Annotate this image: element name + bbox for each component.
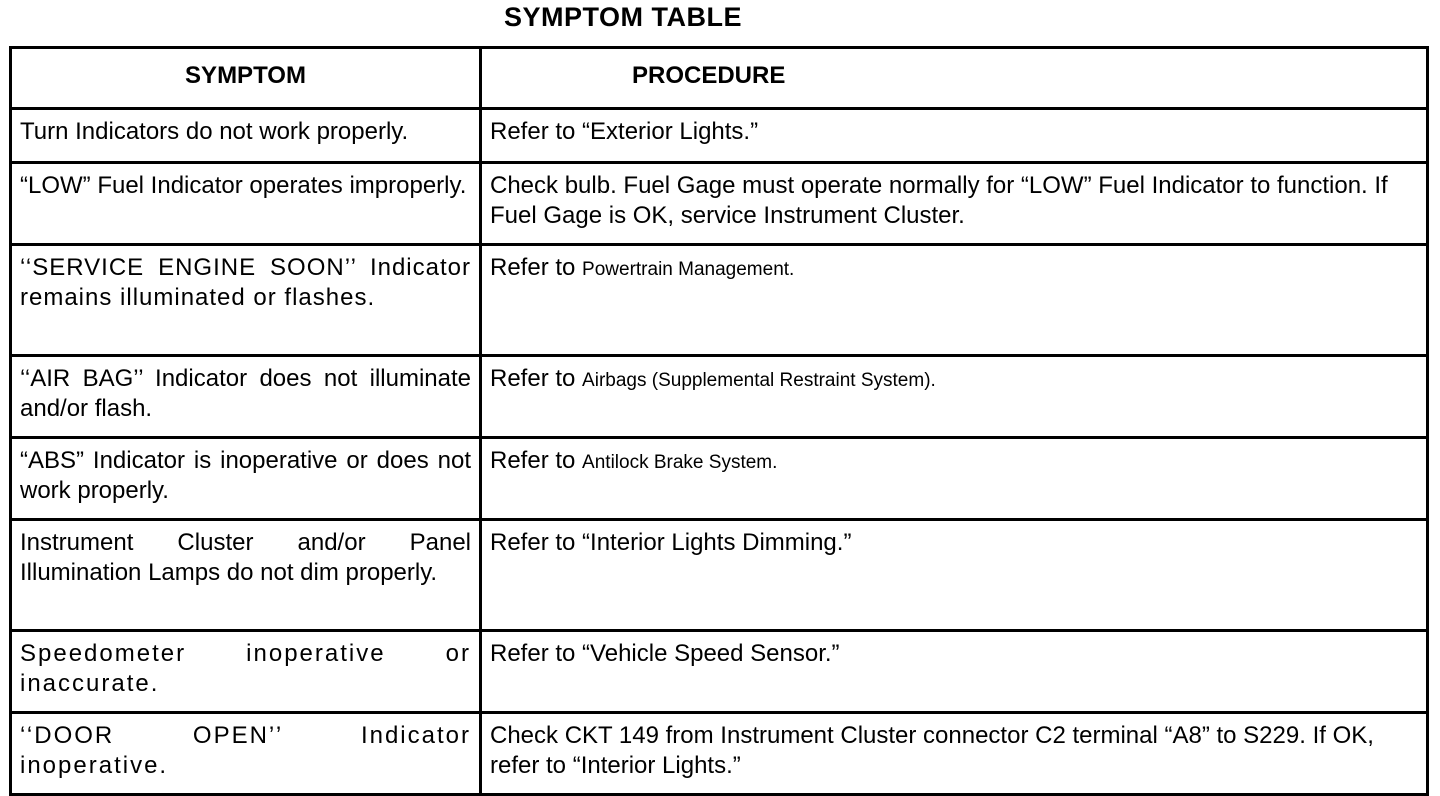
table-row	[11, 245, 1428, 356]
procedure-cell	[481, 109, 1428, 163]
procedure-text: Refer to “Exterior Lights.”	[490, 118, 759, 145]
procedure-text: Check bulb. Fuel Gage must operate normally for “LOW” Fuel Indicator to function. If Fuel Gage is OK, service Instrument Cluster.	[490, 172, 1388, 229]
symptom-cell: Turn Indicators do not work properly.	[11, 109, 481, 163]
procedure-cell	[481, 245, 1428, 356]
symptom-cell: Instrument Cluster and/or Panel Illumination Lamps do not dim properly.	[11, 520, 481, 631]
header-row	[11, 48, 1428, 109]
table-row	[11, 713, 1428, 795]
symptom-cell: ‘‘SERVICE ENGINE SOON’’ Indicator remains illuminated or flashes.	[11, 245, 481, 356]
symptom-cell: ‘‘DOOR OPEN’’ Indicator inoperative.	[11, 713, 481, 795]
table-row	[11, 356, 1428, 438]
table-row	[11, 163, 1428, 245]
symptom-cell: “LOW” Fuel Indicator operates improperly.	[11, 163, 481, 245]
symptom-table	[9, 46, 1429, 796]
procedure-cell	[481, 713, 1428, 795]
symptom-cell: Speedometer inoperative or inaccurate.	[11, 631, 481, 713]
table-row	[11, 631, 1428, 713]
table-row	[11, 520, 1428, 631]
procedure-text: Refer to “Vehicle Speed Sensor.”	[490, 640, 840, 667]
procedure-cell	[481, 520, 1428, 631]
symptom-cell: “ABS” Indicator is inoperative or does not work properly.	[11, 438, 481, 520]
procedure-cell	[481, 356, 1428, 438]
procedure-cell	[481, 631, 1428, 713]
table-row	[11, 438, 1428, 520]
procedure-reference: Powertrain Management.	[582, 259, 795, 280]
procedure-text: Refer to “Interior Lights Dimming.”	[490, 529, 852, 556]
procedure-text: Refer to	[490, 447, 583, 474]
symptom-cell: ‘‘AIR BAG’’ Indicator does not illuminate and/or flash.	[11, 356, 481, 438]
page-title: SYMPTOM TABLE	[503, 2, 742, 32]
header-symptom: SYMPTOM	[11, 48, 481, 109]
procedure-cell	[481, 163, 1428, 245]
procedure-text: Refer to	[490, 365, 583, 392]
procedure-text: Check CKT 149 from Instrument Cluster connector C2 terminal “A8” to S229. If OK, refer to “Interior Lights.”	[490, 722, 1374, 779]
procedure-reference: Airbags (Supplemental Restraint System).	[582, 370, 936, 391]
procedure-cell	[481, 438, 1428, 520]
procedure-reference: Antilock Brake System.	[582, 452, 778, 473]
table-row	[11, 109, 1428, 163]
header-procedure: PROCEDURE	[481, 48, 1428, 109]
procedure-text: Refer to	[490, 254, 583, 281]
